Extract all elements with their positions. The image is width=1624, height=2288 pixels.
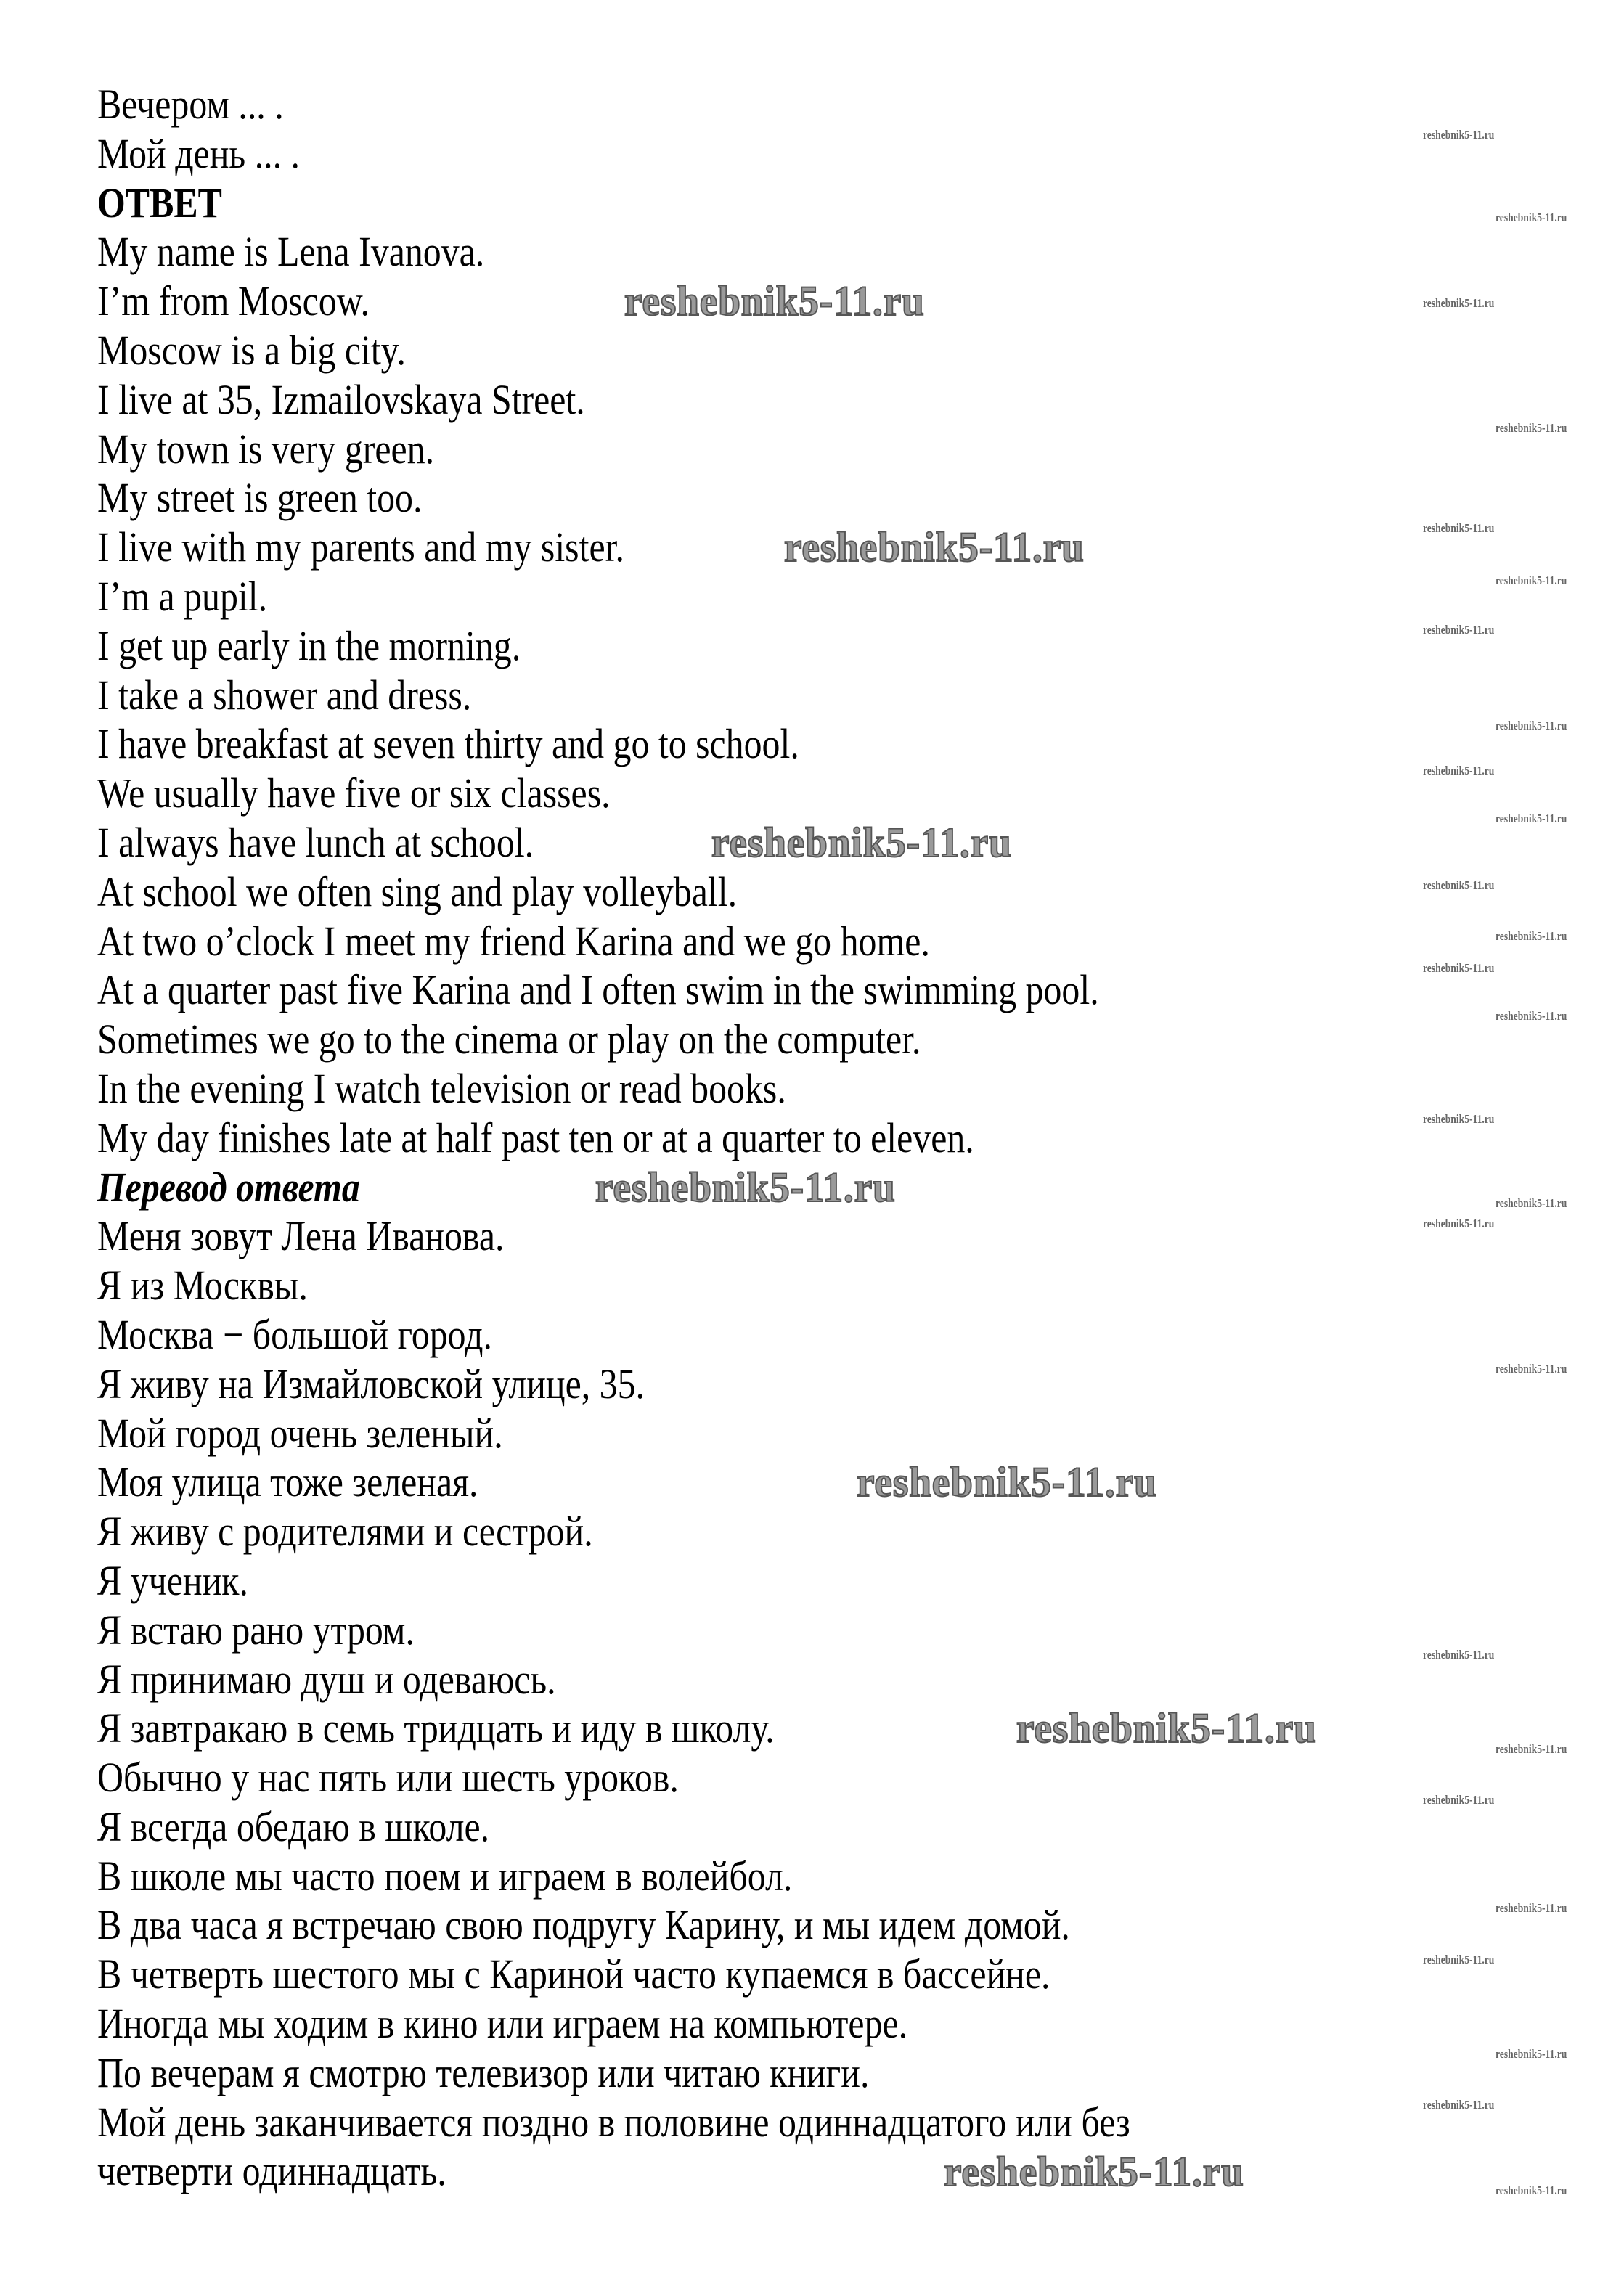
text-line: I live at 35, Izmailovskaya Street. (97, 375, 585, 423)
text-line: Я из Москвы. (97, 1262, 308, 1310)
watermark-small: reshebnik5-11.ru (1496, 2183, 1567, 2197)
text-line: Я живу на Измайловской улице, 35. (97, 1360, 645, 1407)
watermark-large: reshebnik5-11.ru (1016, 1704, 1317, 1752)
watermark-small: reshebnik5-11.ru (1423, 878, 1495, 892)
text-line: В два часа я встречаю свою подругу Карину, и мы идем домой. (97, 1901, 1070, 1949)
text-line: Moscow is a big city. (97, 326, 406, 374)
text-line: I’m from Moscow. (97, 277, 370, 325)
text-line: Москва − большой город. (97, 1310, 493, 1358)
text-line: I get up early in the morning. (97, 621, 521, 669)
watermark-small: reshebnik5-11.ru (1496, 1196, 1567, 1210)
text-line: In the evening I watch television or read books. (97, 1064, 786, 1112)
text-line: Мой день заканчивается поздно в половине одиннадцатого или без (97, 2098, 1130, 2146)
watermark-large: reshebnik5-11.ru (624, 277, 925, 325)
watermark-small: reshebnik5-11.ru (1423, 1217, 1495, 1230)
watermark-small: reshebnik5-11.ru (1496, 2047, 1567, 2061)
text-line: Мой день ... . (97, 129, 301, 177)
text-line: At two o’clock I meet my friend Karina and we go home. (97, 917, 930, 965)
text-line: Я встаю рано утром. (97, 1606, 415, 1654)
text-line: Я ученик. (97, 1556, 248, 1604)
section-heading: ОТВЕТ (97, 179, 222, 226)
watermark-small: reshebnik5-11.ru (1496, 719, 1567, 732)
text-line: Обычно у нас пять или шесть уроков. (97, 1754, 679, 1802)
text-line: Иногда мы ходим в кино или играем на компьютере. (97, 2000, 908, 2048)
watermark-small: reshebnik5-11.ru (1423, 1793, 1495, 1807)
text-line: I always have lunch at school. (97, 818, 534, 866)
watermark-small: reshebnik5-11.ru (1496, 1742, 1567, 1756)
text-line: Меня зовут Лена Иванова. (97, 1212, 505, 1260)
text-line: My town is very green. (97, 425, 435, 473)
watermark-small: reshebnik5-11.ru (1423, 1648, 1495, 1662)
text-line: At school we often sing and play volleyball. (97, 867, 738, 915)
watermark-small: reshebnik5-11.ru (1496, 421, 1567, 435)
watermark-small: reshebnik5-11.ru (1423, 1953, 1495, 1966)
text-line: My name is Lena Ivanova. (97, 228, 485, 276)
watermark-small: reshebnik5-11.ru (1496, 929, 1567, 943)
text-line: Мой город очень зеленый. (97, 1409, 503, 1457)
watermark-large: reshebnik5-11.ru (711, 819, 1012, 866)
watermark-small: reshebnik5-11.ru (1423, 2098, 1495, 2112)
watermark-large: reshebnik5-11.ru (944, 2147, 1244, 2195)
watermark-large: reshebnik5-11.ru (857, 1458, 1157, 1506)
watermark-large: reshebnik5-11.ru (784, 523, 1085, 571)
watermark-small: reshebnik5-11.ru (1423, 296, 1495, 310)
text-line: I live with my parents and my sister. (97, 523, 624, 571)
text-line: Я завтракаю в семь тридцать и иду в школу. (97, 1704, 775, 1752)
watermark-small: reshebnik5-11.ru (1496, 1901, 1567, 1915)
watermark-small: reshebnik5-11.ru (1496, 1009, 1567, 1023)
watermark-small: reshebnik5-11.ru (1496, 812, 1567, 825)
text-line: We usually have five or six classes. (97, 769, 611, 817)
watermark-small: reshebnik5-11.ru (1423, 764, 1495, 777)
watermark-large: reshebnik5-11.ru (595, 1163, 896, 1211)
watermark-small: reshebnik5-11.ru (1423, 623, 1495, 637)
text-line: Я всегда обедаю в школе. (97, 1802, 490, 1850)
text-line: I have breakfast at seven thirty and go to school. (97, 720, 799, 768)
watermark-small: reshebnik5-11.ru (1496, 1362, 1567, 1376)
watermark-small: reshebnik5-11.ru (1496, 573, 1567, 587)
watermark-small: reshebnik5-11.ru (1423, 1112, 1495, 1126)
text-line: At a quarter past five Karina and I often swim in the swimming pool. (97, 966, 1099, 1014)
text-line: My day finishes late at half past ten or at a quarter to eleven. (97, 1114, 974, 1161)
text-line: I take a shower and dress. (97, 671, 472, 719)
text-line: В школе мы часто поем и играем в волейбол. (97, 1852, 793, 1900)
section-heading: Перевод ответа (97, 1163, 360, 1211)
text-line: В четверть шестого мы с Кариной часто купаемся в бассейне. (97, 1950, 1050, 1998)
watermark-small: reshebnik5-11.ru (1423, 961, 1495, 975)
text-line: Я принимаю душ и одеваюсь. (97, 1655, 556, 1703)
text-line: По вечерам я смотрю телевизор или читаю книги. (97, 2048, 870, 2096)
watermark-small: reshebnik5-11.ru (1423, 521, 1495, 535)
text-line: Я живу с родителями и сестрой. (97, 1508, 593, 1556)
text-line: четверти одиннадцать. (97, 2147, 446, 2195)
document-body (97, 80, 1408, 2196)
watermark-small: reshebnik5-11.ru (1496, 211, 1567, 224)
text-line: My street is green too. (97, 474, 423, 522)
text-line: I’m a pupil. (97, 572, 268, 620)
text-line: Моя улица тоже зеленая. (97, 1458, 478, 1506)
watermark-small: reshebnik5-11.ru (1423, 128, 1495, 142)
text-line: Sometimes we go to the cinema or play on the computer. (97, 1016, 921, 1063)
text-line: Вечером ... . (97, 81, 284, 128)
